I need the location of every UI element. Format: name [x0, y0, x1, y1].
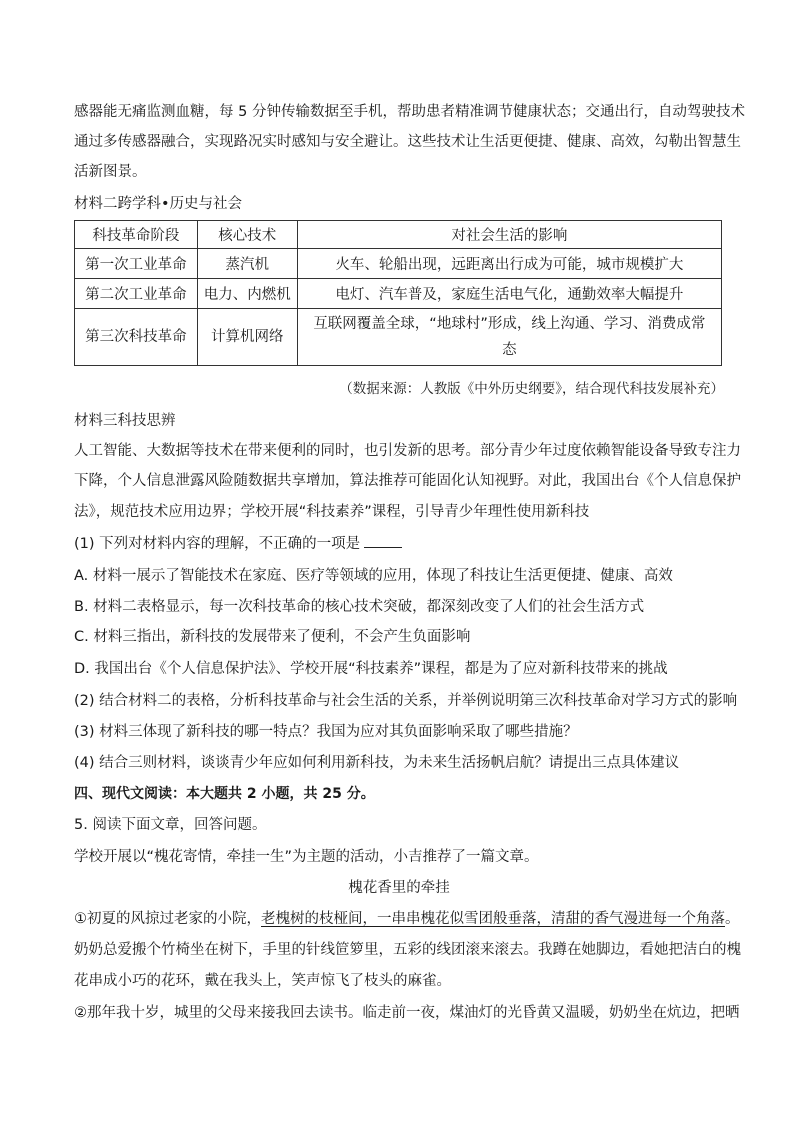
table-cell-impact [297, 309, 721, 366]
table-header: 科技革命阶段 [75, 221, 198, 249]
article-title: 槐花香里的牵挂 [348, 880, 450, 896]
question-1 [74, 529, 724, 559]
material3-line-1: 人工智能、大数据等技术在带来便利的同时，也引发新的思考。部分青少年过度依赖智能设备导致专注力 [74, 443, 741, 459]
table-cell-tech: 蒸汽机 [197, 249, 297, 279]
paragraph-1-line-1 [74, 904, 740, 934]
tech-revolution-table [74, 220, 722, 366]
table-cell-impact: 电灯、汽车普及，家庭生活电气化，通勤效率大幅提升 [297, 279, 721, 309]
paragraph-1-line-2: 奶奶总爱搬个竹椅坐在树下，手里的针线笸箩里，五彩的线团滚来滚去。我蹲在她脚边，看她把洁白的槐 [74, 942, 741, 958]
option-b: B. 材料二表格显示，每一次科技革命的核心技术突破，都深刻改变了人们的社会生活方式 [74, 599, 645, 615]
section-heading: 四、现代文阅读：本大题共 2 小题，共 25 分。 [74, 786, 375, 802]
material3-line-2: 下降，个人信息泄露风险随数据共享增加，算法推荐可能固化认知视野。对此，我国出台《个人信息保护 [74, 473, 741, 489]
impact-line-2: 态 [502, 342, 517, 358]
table-cell-tech: 计算机网络 [197, 309, 297, 366]
table-header: 核心技术 [197, 221, 297, 249]
table-cell-stage: 第三次科技革命 [75, 309, 198, 366]
underlined-sentence: 老槐树的枝桠间，一串串槐花似雪团般垂落，清甜的香气漫进每一个角落 [261, 911, 725, 927]
intro-line-3: 活新图景。 [74, 164, 147, 180]
material3-line-3: 法》，规范技术应用边界；学校开展“科技素养”课程，引导青少年理性使用新科技 [74, 504, 590, 520]
table-cell-stage: 第二次工业革命 [75, 279, 198, 309]
table-source-note: （数据来源：人教版《中外历史纲要》，结合现代科技发展补充） [339, 381, 724, 397]
table-row [75, 279, 722, 309]
answer-blank[interactable] [364, 532, 402, 548]
table-cell-stage: 第一次工业革命 [75, 249, 198, 279]
option-d: D. 我国出台《个人信息保护法》、学校开展“科技素养”课程，都是为了应对新科技带来的挑战 [74, 661, 668, 677]
table-cell-tech: 电力、内燃机 [197, 279, 297, 309]
option-a: A. 材料一展示了智能技术在家庭、医疗等领域的应用，体现了科技让生活更便捷、健康、高效 [74, 568, 673, 584]
table-header: 对社会生活的影响 [297, 221, 721, 249]
question-4: (4) 结合三则材料，谈谈青少年应如何利用新科技，为未来生活扬帆启航？请提出三点具体建议 [74, 755, 680, 771]
question-1-text: (1) 下列对材料内容的理解，不正确的一项是 [74, 536, 361, 552]
question-2: (2) 结合材料二的表格，分析科技革命与社会生活的关系，并举例说明第三次科技革命对学习方式的影响 [74, 693, 738, 709]
table-header-row [75, 221, 722, 249]
paragraph-1-period: 。 [725, 911, 740, 927]
question-5: 5. 阅读下面文章，回答问题。 [74, 817, 267, 833]
option-c: C. 材料三指出，新科技的发展带来了便利，不会产生负面影响 [74, 629, 471, 645]
paragraph-1-line-3: 花串成小巧的花环，戴在我头上，笑声惊飞了枝头的麻雀。 [74, 973, 451, 989]
table-cell-impact: 火车、轮船出现，远距离出行成为可能，城市规模扩大 [297, 249, 721, 279]
impact-line-1: 互联网覆盖全球，“地球村”形成，线上沟通、学习、消费成常 [313, 316, 706, 332]
material2-title: 材料二跨学科•历史与社会 [74, 196, 243, 212]
intro-line-2: 通过多传感器融合，实现路况实时感知与安全避让。这些技术让生活更便捷、健康、高效，勾勒出智慧生 [74, 134, 741, 150]
paragraph-2-line-1: ②那年我十岁，城里的父母来接我回去读书。临走前一夜，煤油灯的光昏黄又温暖，奶奶坐在炕边，把晒 [74, 1005, 740, 1021]
activity-intro: 学校开展以“槐花寄情，牵挂一生”为主题的活动，小吉推荐了一篇文章。 [74, 849, 539, 865]
table-row [75, 249, 722, 279]
paragraph-1-prefix: ①初夏的风掠过老家的小院， [74, 911, 261, 927]
table-row [75, 309, 722, 366]
material3-title: 材料三科技思辨 [74, 413, 176, 429]
intro-line-1: 感器能无痛监测血糖，每 5 分钟传输数据至手机，帮助患者精准调节健康状态；交通出行，自动驾驶技术 [74, 104, 745, 120]
question-3: (3) 材料三体现了新科技的哪一特点？我国为应对其负面影响采取了哪些措施？ [74, 724, 578, 740]
